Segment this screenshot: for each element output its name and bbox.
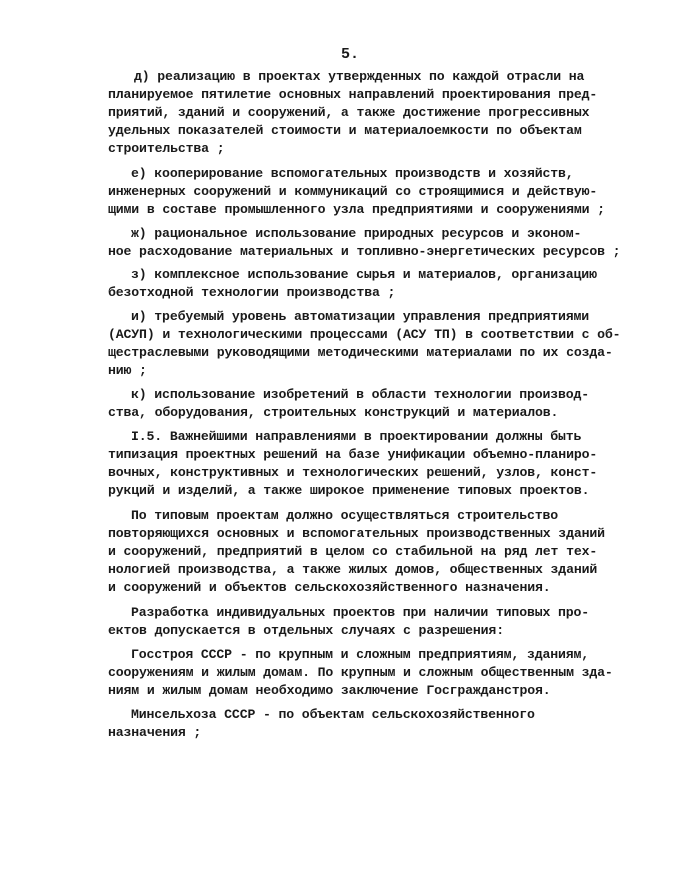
text-line: и сооружений и объектов сельскохозяйственного назначения. xyxy=(108,580,551,595)
text-line: ное расходование материальных и топливно-энергетических ресурсов ; xyxy=(108,244,621,259)
text-line: повторяющихся основных и вспомогательных производственных зданий xyxy=(108,526,605,541)
text-line: строительства ; xyxy=(108,141,225,156)
text-line: ж) рациональное использование природных ресурсов и эконом- xyxy=(131,226,582,241)
text-line: и сооружений, предприятий в целом со стабильной на ряд лет тех- xyxy=(108,544,598,559)
text-line: рукций и изделий, а также широкое применение типовых проектов. xyxy=(108,483,590,498)
text-line: безотходной технологии производства ; xyxy=(108,285,396,300)
text-line: ниям и жилым домам необходимо заключение Госгражданстроя. xyxy=(108,683,551,698)
text-line: ства, оборудования, строительных конструкций и материалов. xyxy=(108,405,559,420)
text-line: сооружениям и жилым домам. По крупным и сложным общественным зда- xyxy=(108,665,613,680)
text-line: нию ; xyxy=(108,363,147,378)
text-line: щими в составе промышленного узла предприятиями и сооружениями ; xyxy=(108,202,605,217)
text-line: типизация проектных решений на базе унификации объемно-планиро- xyxy=(108,447,598,462)
text-line: Госстроя СССР - по крупным и сложным предприятиям, зданиям, xyxy=(131,647,590,662)
text-line: По типовым проектам должно осуществляться строительство xyxy=(131,508,559,523)
text-line: и) требуемый уровень автоматизации управления предприятиями xyxy=(131,309,590,324)
page-number: 5. xyxy=(340,46,359,63)
text-line: (АСУП) и технологическими процессами (АСУ ТП) в соответствии с об- xyxy=(108,327,621,342)
text-line: планируемое пятилетие основных направлений проектирования пред- xyxy=(108,87,598,102)
text-line: инженерных сооружений и коммуникаций со строящимися и действую- xyxy=(108,184,598,199)
text-line: е) кооперирование вспомогательных производств и хозяйств, xyxy=(131,166,574,181)
text-line: назначения ; xyxy=(108,725,202,740)
text-line: к) использование изобретений в области технологии производ- xyxy=(131,387,590,402)
text-line: Минсельхоза СССР - по объектам сельскохозяйственного xyxy=(131,707,535,722)
text-line: I.5. Важнейшими направлениями в проектировании должны быть xyxy=(131,429,582,444)
text-line: удельных показателей стоимости и материалоемкости по объектам xyxy=(108,123,582,138)
text-line: з) комплексное использование сырья и материалов, организацию xyxy=(131,267,597,282)
text-line: щестраслевыми руководящими методическими материалами по их созда- xyxy=(108,345,613,360)
text-line: д) реализацию в проектах утвержденных по каждой отрасли на xyxy=(134,69,585,84)
text-line: ектов допускается в отдельных случаях с разрешения: xyxy=(108,623,504,638)
text-line: Разработка индивидуальных проектов при наличии типовых про- xyxy=(131,605,590,620)
text-line: приятий, зданий и сооружений, а также достижение прогрессивных xyxy=(108,105,590,120)
text-line: нологией производства, а также жилых домов, общественных зданий xyxy=(108,562,598,577)
text-line: вочных, конструктивных и технологических решений, узлов, конст- xyxy=(108,465,598,480)
